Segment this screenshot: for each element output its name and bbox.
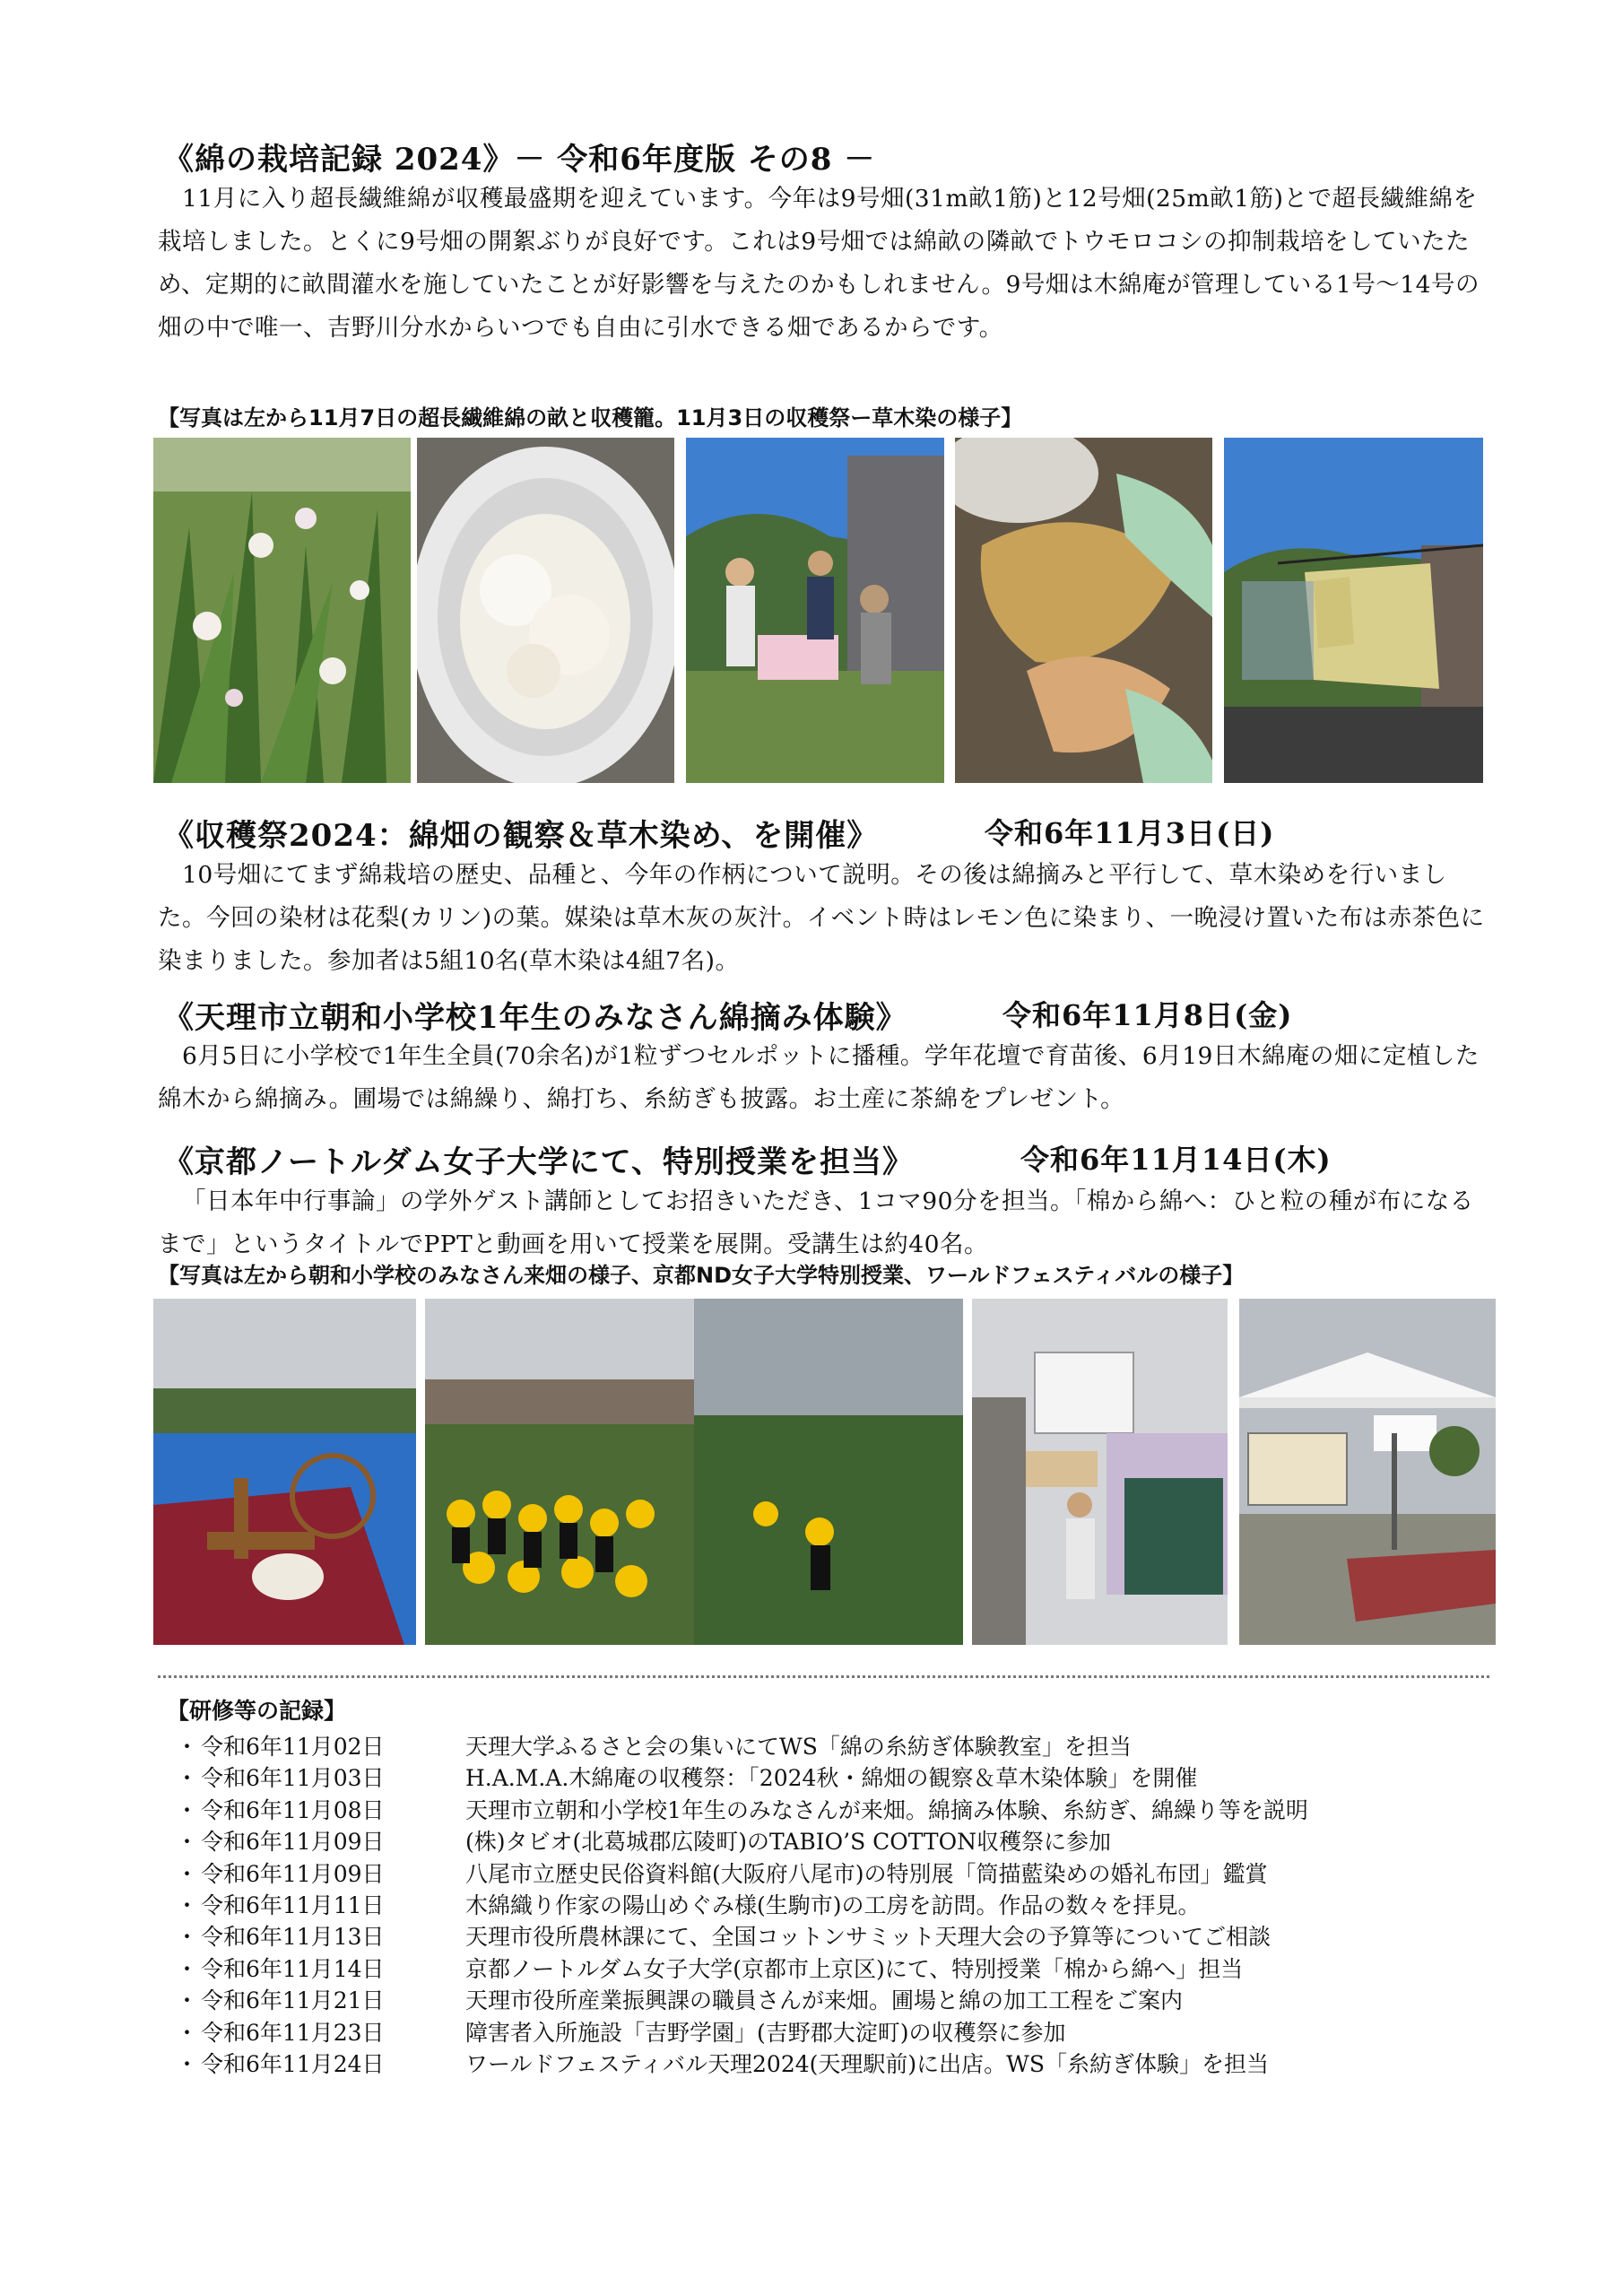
bullet: ・: [176, 1765, 199, 1792]
section1-photo-caption: 【写真は左から11月7日の超長繊維綿の畝と収穫籠。11月3日の収穫祭ー草木染の様子】: [158, 405, 1023, 430]
section2-date: 令和6年11月3日(日): [985, 816, 1275, 850]
bullet: ・: [176, 1860, 199, 1887]
records-item: [176, 1793, 1503, 1824]
section4-photo-caption: 【写真は左から朝和小学校のみなさん来畑の様子、京都ND女子大学特別授業、ワールドフェスティバルの様子】: [158, 1263, 1245, 1288]
photo-dyed-cloth: [955, 438, 1212, 783]
photo-festival-booth: [1239, 1299, 1496, 1645]
bullet: ・: [176, 1987, 199, 2014]
record-date: 令和6年11月08日: [201, 1796, 385, 1823]
record-text: H.A.M.A.木綿庵の収穫祭：「2024秋・綿畑の観察＆草木染体験」を開催: [465, 1765, 1198, 1792]
bullet: ・: [176, 1796, 199, 1823]
record-text: 障害者入所施設「吉野学園」(吉野郡大淀町)の収穫祭に参加: [465, 2019, 1066, 2046]
records-item: [176, 1824, 1503, 1856]
records-item: [176, 1983, 1503, 2014]
record-date: 令和6年11月21日: [201, 1987, 385, 2014]
records-title: 【研修等の記録】: [167, 1698, 347, 1724]
photo-harvest-basket: [417, 438, 674, 783]
record-text: 天理市役所農林課にて、全国コットンサミット天理大会の予算等についてご相談: [465, 1924, 1271, 1951]
bullet: ・: [176, 1829, 199, 1856]
records-item: [176, 1761, 1503, 1792]
record-date: 令和6年11月11日: [201, 1892, 385, 1918]
bullet: ・: [176, 1892, 199, 1918]
photo-spinning-wheel: [153, 1299, 416, 1645]
record-date: 令和6年11月09日: [201, 1829, 385, 1856]
record-text: (株)タビオ(北葛城郡広陵町)のTABIO’S COTTON収穫祭に参加: [465, 1829, 1111, 1856]
section4-heading: 《京都ノートルダム女子大学にて、特別授業を担当》: [163, 1144, 914, 1180]
record-date: 令和6年11月03日: [201, 1765, 385, 1792]
records-item: [176, 2047, 1503, 2078]
records-item: [176, 1952, 1503, 1983]
record-text: 天理大学ふるさと会の集いにてWS「綿の糸紡ぎ体験教室」を担当: [465, 1734, 1132, 1760]
records-list: [176, 1729, 1503, 2078]
section3-body: 6月5日に小学校で1年生全員(70余名)が1粒ずつセルポットに播種。学年花壇で育苗後、6月19日木綿庵の畑に定植した綿木から綿摘み。圃場では綿繰り、綿打ち、糸紡ぎも披露。お土産に茶綿をプレゼント。: [158, 1042, 1480, 1113]
record-text: 天理市役所産業振興課の職員さんが来畑。圃場と綿の加工工程をご案内: [465, 1987, 1184, 2014]
section1-heading: 《綿の栽培記録 2024》－ 令和6年度版 その8 －: [163, 142, 876, 178]
record-text: ワールドフェスティバル天理2024(天理駅前)に出店。WS「糸紡ぎ体験」を担当: [465, 2050, 1269, 2077]
records-item: [176, 1857, 1503, 1888]
record-text: 天理市立朝和小学校1年生のみなさんが来畑。綿摘み体験、糸紡ぎ、綿繰り等を説明: [465, 1796, 1308, 1823]
bullet: ・: [176, 1924, 199, 1951]
section3-heading: 《天理市立朝和小学校1年生のみなさん綿摘み体験》: [163, 1000, 907, 1036]
bullet: ・: [176, 2019, 199, 2046]
record-date: 令和6年11月14日: [201, 1955, 385, 1982]
section3-date: 令和6年11月8日(金): [1002, 998, 1293, 1032]
section4-body: 「日本年中行事論」の学外ゲスト講師としてお招きいただき、1コマ90分を担当。「棉から綿へ：ひと粒の種が布になるまで」というタイトルでPPTと動画を用いて授業を展開。受講生は約40名。: [158, 1187, 1474, 1258]
record-text: 京都ノートルダム女子大学(京都市上京区)にて、特別授業「棉から綿へ」担当: [465, 1955, 1244, 1982]
record-date: 令和6年11月24日: [201, 2050, 385, 2077]
section2-body: 10号畑にてまず綿栽培の歴史、品種と、今年の作柄について説明。その後は綿摘みと平行して、草木染めを行いました。今回の染材は花梨(カリン)の葉。媒染は草木灰の灰汁。イベント時はレモン色に染まり、一晩浸け置いた布は赤茶色に染まりました。参加者は5組10名(草木染は4組7名)。: [158, 861, 1485, 975]
records-item: [176, 1888, 1503, 1919]
bullet: ・: [176, 1955, 199, 1982]
photo-classroom: [972, 1299, 1228, 1645]
record-date: 令和6年11月09日: [201, 1860, 385, 1887]
photo-cotton-plants: [153, 438, 411, 783]
record-date: 令和6年11月13日: [201, 1924, 385, 1951]
photo-drying-cloth: [1224, 438, 1483, 783]
record-text: 木綿織り作家の陽山めぐみ様(生駒市)の工房を訪問。作品の数々を拝見。: [465, 1892, 1201, 1918]
photo-dyeing-event: [686, 438, 944, 783]
records-item: [176, 2015, 1503, 2047]
record-date: 令和6年11月23日: [201, 2019, 385, 2046]
records-item: [176, 1729, 1503, 1761]
bullet: ・: [176, 2050, 199, 2077]
records-item: [176, 1919, 1503, 1951]
section4-date: 令和6年11月14日(木): [1020, 1143, 1332, 1177]
section1-body: 11月に入り超長繊維綿が収穫最盛期を迎えています。今年は9号畑(31m畝1筋)と12号畑(25m畝1筋)とで超長繊維綿を栽培しました。とくに9号畑の開絮ぶりが良好です。これは9号畑では綿畝の隣畝でトウモロコシの抑制栽培をしていたため、定期的に畝間灌水を施していたことが好影響を与えたのかもしれません。9号畑は木綿庵が管理している1号～14号の畑の中で唯一、吉野川分水からいつでも自由に引水できる畑であるからです。: [158, 185, 1480, 342]
bullet: ・: [176, 1734, 199, 1760]
photo-students-field: [425, 1299, 963, 1645]
record-text: 八尾市立歴史民俗資料館(大阪府八尾市)の特別展「筒描藍染めの婚礼布団」鑑賞: [465, 1860, 1268, 1887]
section-divider: [158, 1675, 1489, 1678]
record-date: 令和6年11月02日: [201, 1734, 385, 1760]
section2-heading: 《収穫祭2024：綿畑の観察＆草木染め、を開催》: [163, 818, 879, 854]
